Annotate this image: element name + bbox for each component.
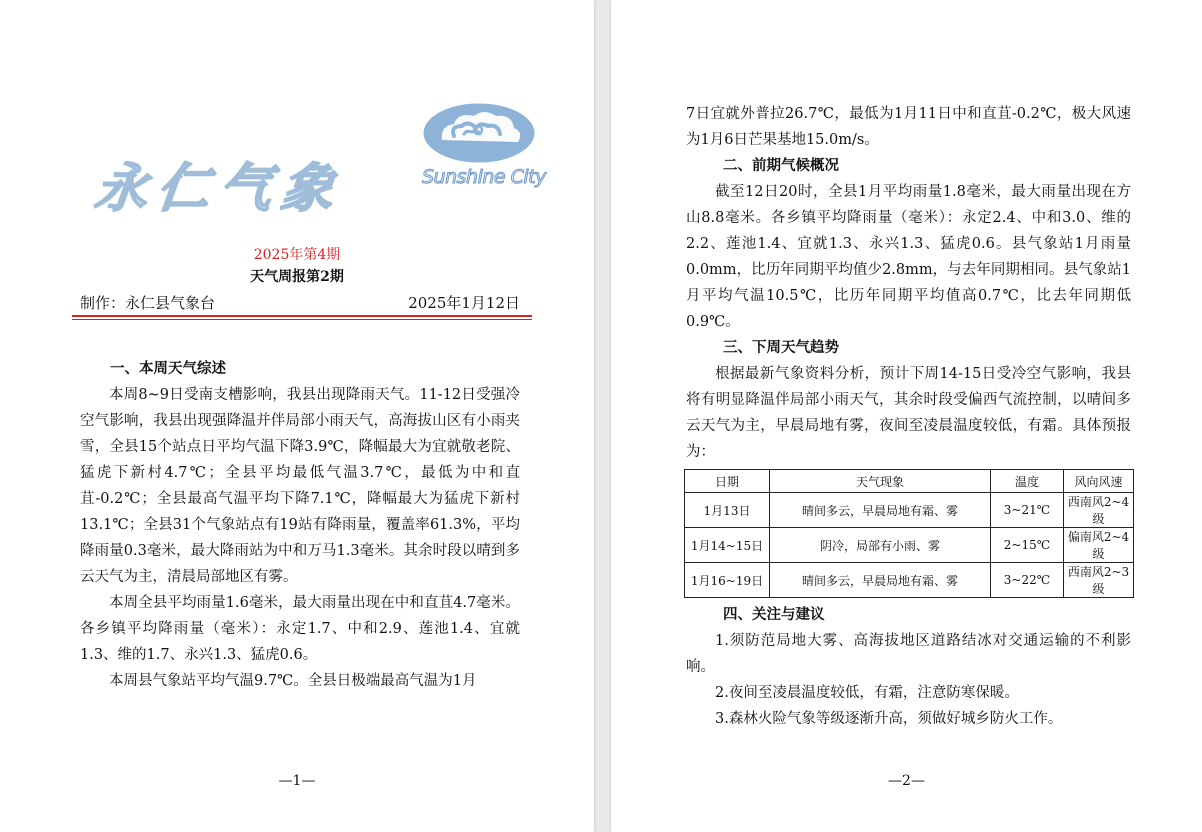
- section-heading-advice: 四、关注与建议: [723, 607, 825, 623]
- cloud-logo-icon: [420, 100, 538, 166]
- table-cell: 晴间多云，早晨局地有霜、雾: [770, 493, 991, 528]
- page-1-body: [80, 356, 520, 694]
- table-header-cell: 温度: [991, 470, 1064, 493]
- paragraph: 本周8~9日受南支槽影响，我县出现降雨天气。11-12日受强冷空气影响，我县出现强降温并伴局部小雨天气，高海拔山区有小雨夹雪，全县15个站点日平均气温下降3.9℃，降幅最大为宜就敬老院、猛虎下新村4.7℃；全县平均最低气温3.7℃，最低为中和直苴-0.2℃；全县最高气温平均下降7.1℃，降幅最大为猛虎下新村13.1℃；全县31个气象站点有19站有降雨量，覆盖率61.3%，平均降雨量0.3毫米，最大降雨站为中和万马1.3毫米。其余时段以晴到多云天气为主，清晨局部地区有雾。: [80, 387, 520, 585]
- table-row: [685, 563, 1134, 598]
- sunshine-city-logo: [420, 100, 546, 200]
- table-header-cell: 风向风速: [1064, 470, 1134, 493]
- report-title: 天气周报第2期: [250, 269, 344, 285]
- document-page-1: [0, 0, 594, 832]
- paragraph-continuation: 7日宜就外普拉26.7℃，最低为1月11日中和直苴-0.2℃，极大风速为1月6日芒果基地15.0m/s。: [686, 106, 1131, 148]
- table-header-cell: 天气现象: [770, 470, 991, 493]
- table-cell: 西南风2~4级: [1064, 493, 1134, 528]
- table-header-row: [685, 470, 1134, 493]
- table-header-cell: 日期: [685, 470, 770, 493]
- header-rule-thin: [72, 319, 532, 320]
- paragraph: 本周县气象站平均气温9.7℃。全县日极端最高气温为1月: [109, 673, 477, 689]
- table-cell: 1月13日: [685, 493, 770, 528]
- table-row: [685, 528, 1134, 563]
- paragraph: 本周全县平均雨量1.6毫米，最大雨量出现在中和直苴4.7毫米。各乡镇平均降雨量（毫米）：永定1.7、中和2.9、莲池1.4、宜就1.3、维的1.7、永兴1.3、猛虎0.6。: [80, 595, 520, 663]
- table-cell: 3~21℃: [991, 493, 1064, 528]
- paragraph: 根据最新气象资料分析，预计下周14-15日受冷空气影响，我县将有明显降温伴局部小雨天气，其余时段受偏西气流控制，以晴间多云天气为主，早晨局地有雾，夜间至凌晨温度较低，有霜。具体预报为：: [686, 366, 1131, 460]
- page-number: —2—: [888, 773, 925, 789]
- table-cell: 阴冷，局部有小雨、雾: [770, 528, 991, 563]
- table-row: [685, 493, 1134, 528]
- list-item: 3.森林火险气象等级逐渐升高，须做好城乡防火工作。: [715, 711, 1063, 727]
- logo-text: Sunshine City: [422, 166, 546, 188]
- table-cell: 1月14~15日: [685, 528, 770, 563]
- section-heading-weekly-summary: 一、本周天气综述: [110, 361, 226, 377]
- publish-date: 2025年1月12日: [408, 294, 520, 312]
- list-item: 2.夜间至凌晨温度较低，有霜，注意防寒保暖。: [715, 685, 1019, 701]
- section-heading-next-week-trend: 三、下周天气趋势: [723, 340, 839, 356]
- page-number: —1—: [278, 773, 316, 789]
- table-cell: 1月16~19日: [685, 563, 770, 598]
- section-heading-climate-overview: 二、前期气候概况: [723, 158, 839, 174]
- producer-label: 制作：永仁县气象台: [80, 294, 216, 312]
- advice-list: [686, 628, 1131, 732]
- table-cell: 偏南风2~4级: [1064, 528, 1134, 563]
- masthead-title: 永仁气象: [92, 159, 347, 219]
- header-rule-thick: [72, 315, 532, 317]
- table-cell: 2~15℃: [991, 528, 1064, 563]
- issue-number: 2025年第4期: [253, 247, 341, 263]
- table-cell: 西南风2~3级: [1064, 563, 1134, 598]
- list-item: 1.须防范局地大雾、高海拔地区道路结冰对交通运输的不利影响。: [686, 633, 1131, 675]
- forecast-table: [684, 469, 1134, 598]
- table-cell: 晴间多云，早晨局地有霜、雾: [770, 563, 991, 598]
- document-page-2: [611, 0, 1202, 832]
- paragraph: 截至12日20时，全县1月平均雨量1.8毫米，最大雨量出现在方山8.8毫米。各乡镇平均降雨量（毫米）：永定2.4、中和3.0、维的2.2、莲池1.4、宜就1.3、永兴1.3、猛虎0.6。县气象站1月雨量0.0mm，比历年同期平均值少2.8mm，与去年同期相同。县气象站1月平均气温10.5℃，比历年同期平均值高0.7℃，比去年同期低0.9℃。: [686, 184, 1131, 330]
- page-2-body: [686, 101, 1131, 732]
- table-cell: 3~22℃: [991, 563, 1064, 598]
